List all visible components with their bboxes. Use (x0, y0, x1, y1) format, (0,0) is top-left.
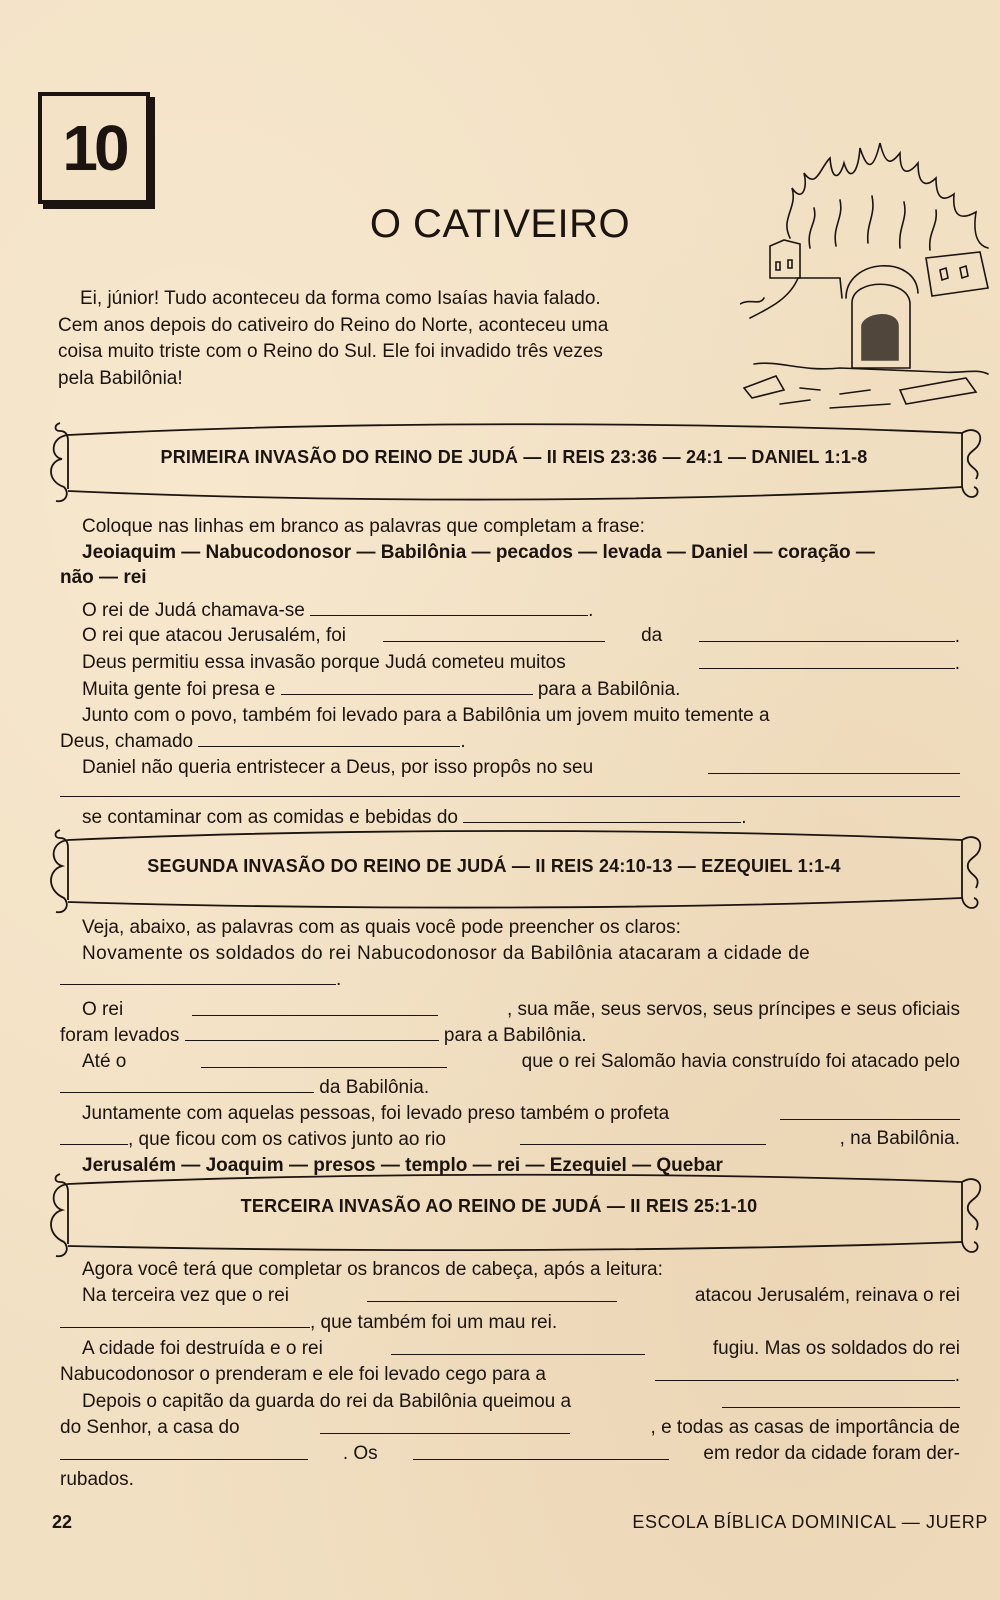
s1-q5: Junto com o povo, também foi levado para a Babilônia um jovem muito temente a (82, 704, 770, 726)
answer-blank[interactable] (60, 1441, 308, 1460)
s1-q3: Deus permitiu essa invasão porque Judá cometeu muitos . (82, 651, 960, 674)
answer-blank[interactable] (60, 1309, 310, 1328)
answer-blank[interactable] (192, 997, 438, 1016)
page-number: 22 (52, 1512, 73, 1532)
answer-blank[interactable] (780, 1101, 960, 1120)
answer-blank[interactable] (198, 728, 460, 747)
answer-blank[interactable] (463, 804, 741, 823)
s1-q2: O rei que atacou Jerusalém, foi da . (82, 625, 960, 647)
section1-word-bank-2: não — rei (60, 567, 147, 588)
answer-blank[interactable] (367, 1283, 617, 1302)
s2-q2b: foram levados para a Babilônia. (60, 1022, 960, 1049)
section1-banner (40, 417, 988, 509)
lesson-number: 10 (62, 112, 126, 184)
s1-q1: O rei de Judá chamava-se . (60, 597, 960, 624)
s2-q1: Novamente os soldados do rei Nabucodonosor da Babilônia atacaram a cidade de (82, 942, 811, 964)
answer-blank[interactable] (699, 623, 955, 642)
answer-blank[interactable] (60, 966, 336, 985)
section3-banner (40, 1168, 988, 1260)
answer-blank[interactable] (310, 597, 588, 616)
s3-q1b: , que também foi um mau rei. (60, 1309, 960, 1336)
answer-blank[interactable] (281, 676, 533, 695)
answer-blank[interactable] (655, 1362, 955, 1381)
s3-q3c: . Os em redor da cidade foram der- (60, 1441, 960, 1467)
s3-q1: Na terceira vez que o rei atacou Jerusalém, reinava o rei (82, 1285, 960, 1306)
answer-blank[interactable] (708, 755, 960, 774)
answer-blank[interactable] (699, 650, 955, 669)
intro-line: Cem anos depois do cativeiro do Reino do Norte, aconteceu uma (58, 314, 609, 336)
s3-q3d: rubados. (60, 1469, 134, 1490)
answer-blank[interactable] (60, 1074, 314, 1093)
s2-q2: O rei , sua mãe, seus servos, seus príncipes e seus oficiais (82, 998, 960, 1020)
answer-blank[interactable] (520, 1126, 766, 1145)
answer-blank[interactable] (722, 1389, 960, 1408)
section3-title: TERCEIRA INVASÃO AO REINO DE JUDÁ — II REIS 25:1-10 (240, 1196, 758, 1216)
intro-line: coisa muito triste com o Reino do Sul. Ele foi invadido três vezes (58, 341, 603, 362)
section2-title: SEGUNDA INVASÃO DO REINO DE JUDÁ — II REIS 24:10-13 — EZEQUIEL 1:1-4 (147, 856, 841, 876)
burning-city-illustration (740, 128, 990, 418)
s1-q4: Muita gente foi presa e para a Babilônia. (60, 676, 960, 703)
lesson-number-box (38, 92, 150, 204)
section2-banner (40, 826, 988, 918)
page-title: O CATIVEIRO (369, 202, 631, 246)
word-bank-line: Jeoiaquim — Nabucodonosor — Babilônia — pecados — levada — Daniel — coração — (82, 541, 875, 563)
answer-blank[interactable] (185, 1022, 439, 1041)
s3-q2b: Nabucodonosor o prenderam e ele foi levado cego para a . (60, 1364, 960, 1386)
s2-q3b: da Babilônia. (60, 1074, 960, 1101)
section3-content (60, 1257, 960, 1493)
s2-q4b: , que ficou com os cativos junto ao rio , na Babilônia. (60, 1126, 960, 1153)
answer-blank[interactable] (413, 1441, 669, 1460)
answer-blank[interactable] (391, 1336, 645, 1355)
section1-instruction: Coloque nas linhas em branco as palavras que completam a frase: (82, 516, 645, 537)
s1-q6b: se contaminar com as comidas e bebidas do . (60, 804, 960, 831)
s3-q3: Depois o capitão da guarda do rei da Babilônia queimou a (60, 1389, 960, 1415)
intro-paragraph (58, 286, 748, 392)
s1-q6: Daniel não queria entristecer a Deus, por isso propôs no seu (60, 755, 960, 781)
intro-line: Ei, júnior! Tudo aconteceu da forma como Isaías havia falado. (80, 288, 601, 309)
intro-line: pela Babilônia! (58, 367, 183, 389)
answer-blank[interactable] (201, 1049, 447, 1068)
answer-blank[interactable] (320, 1415, 570, 1434)
section1-word-bank (60, 540, 960, 566)
answer-blank[interactable] (60, 778, 960, 797)
section2-word-bank: Jerusalém — Joaquim — presos — templo — rei — Ezequiel — Quebar (82, 1154, 723, 1176)
s2-q1b: . (60, 966, 960, 993)
s2-q4: Juntamente com aquelas pessoas, foi levado preso também o profeta (60, 1101, 960, 1127)
publisher-footer: ESCOLA BÍBLICA DOMINICAL — JUERP (632, 1512, 988, 1532)
section3-instruction: Agora você terá que completar os brancos de cabeça, após a leitura: (82, 1259, 663, 1280)
section2-instruction: Veja, abaixo, as palavras com as quais você pode preencher os claros: (82, 917, 681, 938)
s3-q3b: do Senhor, a casa do , e todas as casas de importância de (60, 1417, 960, 1438)
section1-content (60, 514, 960, 831)
s2-q3: Até o que o rei Salomão havia construído foi atacado pelo (82, 1050, 960, 1072)
s1-q5b: Deus, chamado . (60, 728, 960, 755)
answer-blank[interactable] (383, 623, 605, 642)
section2-content (60, 915, 960, 1178)
answer-blank[interactable] (60, 1126, 128, 1145)
s3-q2: A cidade foi destruída e o rei fugiu. Mas os soldados do rei (82, 1338, 960, 1359)
section1-title: PRIMEIRA INVASÃO DO REINO DE JUDÁ — II REIS 23:36 — 24:1 — DANIEL 1:1-8 (160, 447, 868, 467)
